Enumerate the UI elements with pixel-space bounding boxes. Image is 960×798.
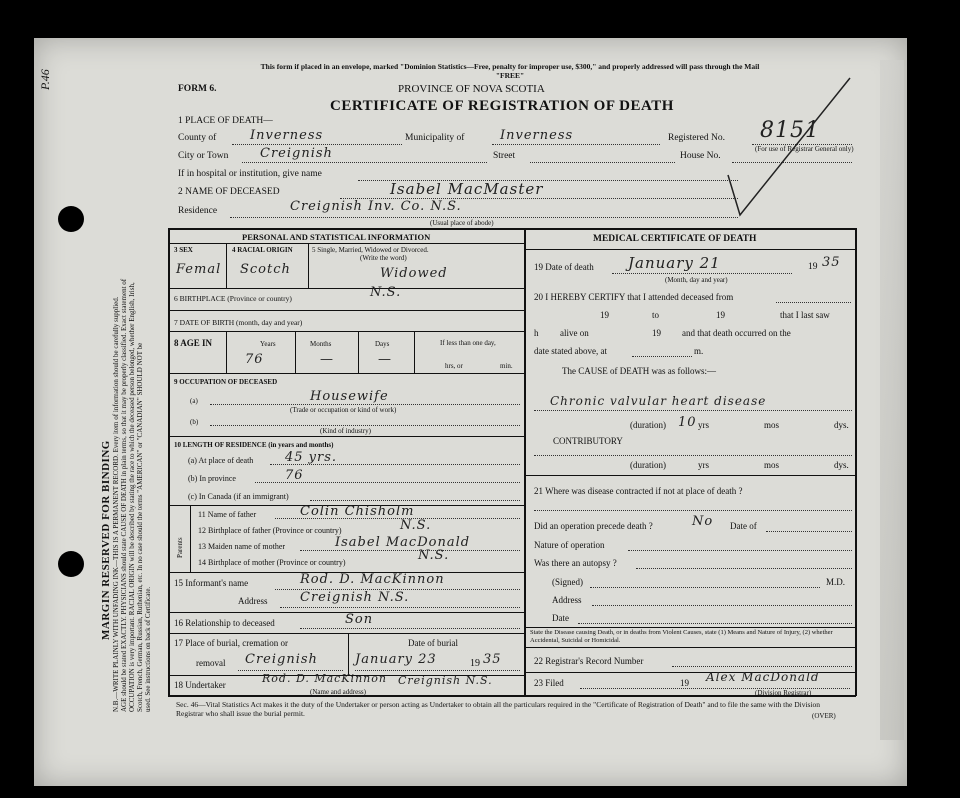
death-year-prefix: 19 bbox=[808, 262, 818, 272]
occupation-label: 9 OCCUPATION OF DECEASED bbox=[174, 378, 278, 386]
footer-over: (OVER) bbox=[812, 712, 836, 720]
parents-label: Parents bbox=[176, 537, 184, 558]
birthplace-value: N.S. bbox=[370, 285, 402, 300]
margin-line-3: OCCUPATION is very important. RACIAL ORIGIN will be described by stating the race to which the deceased person belonged, whether English, Irish, bbox=[128, 282, 136, 712]
residence-value: Creignish Inv. Co. N.S. bbox=[290, 199, 462, 214]
certify-year-1: 19 bbox=[600, 310, 609, 320]
racial-value: Scotch bbox=[240, 262, 291, 277]
footer-text: Sec. 46—Vital Statistics Act makes it the duty of the Undertaker or person acting as Undertaker to obtain all the particulars required in the "Certificate of Registration of Death" and to file the same with the Division Registrar who shall issue the burial permit. bbox=[176, 700, 821, 718]
informant-value: Rod. D. MacKinnon bbox=[300, 572, 445, 587]
death-year-value: 35 bbox=[822, 255, 841, 270]
death-occurred-label: and that death occurred on the bbox=[682, 328, 791, 338]
punch-hole-top bbox=[58, 206, 84, 232]
res-a-value: 45 yrs. bbox=[285, 450, 338, 465]
removal-label: removal bbox=[196, 658, 226, 668]
filed-year: 19 bbox=[680, 678, 689, 688]
res-a-label: (a) At place of death bbox=[188, 456, 254, 465]
trade-note: (Trade or occupation or kind of work) bbox=[290, 406, 397, 414]
months-value: — bbox=[320, 352, 334, 367]
op-date-label: Date of bbox=[730, 521, 757, 531]
margin-line-1: N.B.—WRITE PLAINLY WITH UNFADING INK—THIS IS A PERMANENT RECORD. Every item of information should be carefully supplied. bbox=[112, 296, 120, 712]
res-b-value: 76 bbox=[285, 468, 304, 483]
yrs-label-1: yrs bbox=[698, 420, 709, 430]
relationship-value: Son bbox=[345, 612, 374, 627]
racial-label: 4 RACIAL ORIGIN bbox=[232, 246, 293, 254]
street-label: Street bbox=[493, 151, 516, 161]
date-of-death-label: 19 Date of death bbox=[534, 262, 594, 272]
lessday-label: If less than one day, bbox=[440, 339, 496, 347]
occ-a-value: Housewife bbox=[310, 389, 389, 404]
filed-label: 23 Filed bbox=[534, 678, 564, 688]
med-date-label: Date bbox=[552, 613, 569, 623]
m-label: m. bbox=[694, 346, 704, 356]
margin-line-4: Scotch, French, German, Russian, Ruthenian, etc. In no case should the terms "AMERICAN" or "CANADIAN" SHOULD NOT be bbox=[136, 342, 144, 712]
informant-label: 15 Informant's name bbox=[174, 578, 249, 588]
burial-place-value: Creignish bbox=[245, 652, 318, 667]
medical-header: MEDICAL CERTIFICATE OF DEATH bbox=[593, 234, 757, 244]
years-label: Years bbox=[260, 340, 276, 348]
years-value: 76 bbox=[245, 352, 264, 367]
burial-year-prefix: 19 bbox=[470, 658, 480, 669]
county-label: County of bbox=[178, 133, 217, 143]
abode-note: (Usual place of abode) bbox=[430, 219, 494, 227]
bleed-through-stamp bbox=[880, 60, 904, 740]
mother-label: 13 Maiden name of mother bbox=[198, 542, 286, 551]
municipality-label: Municipality of bbox=[405, 133, 465, 143]
city-label: City or Town bbox=[178, 151, 229, 161]
date-of-death-value: January 21 bbox=[628, 254, 721, 272]
margin-line-5: used. See instructions on back of Certificate. bbox=[144, 586, 152, 712]
duration-label-1: (duration) bbox=[630, 420, 666, 430]
md-label: M.D. bbox=[826, 577, 846, 587]
registrar-check-mark bbox=[720, 70, 860, 230]
registered-label: Registered No. bbox=[668, 133, 725, 143]
undertaker-name-note: (Name and address) bbox=[310, 688, 366, 696]
contributory-label: CONTRIBUTORY bbox=[553, 436, 623, 446]
informant-address-label: Address bbox=[238, 596, 268, 606]
margin-heading: MARGIN RESERVED FOR BINDING bbox=[100, 440, 112, 640]
industry-note: (Kind of industry) bbox=[320, 427, 371, 435]
father-label: 11 Name of father bbox=[198, 510, 257, 519]
hospital-label: If in hospital or institution, give name bbox=[178, 169, 322, 179]
house-label: House No. bbox=[680, 151, 721, 161]
burial-label: 17 Place of burial, cremation or bbox=[174, 638, 288, 648]
margin-line-2: AGE should be stated EXACTLY. PHYSICIANS should state CAUSE OF DEATH in plain terms, so that it may be properly classified. Exact statement of bbox=[120, 278, 128, 712]
marital-value: Widowed bbox=[380, 266, 448, 281]
father-value: Colin Chisholm bbox=[300, 504, 415, 519]
mos-label-1: mos bbox=[764, 420, 780, 430]
informant-address-value: Creignish N.S. bbox=[300, 590, 410, 605]
name-of-deceased-label: 2 NAME OF DECEASED bbox=[178, 187, 280, 197]
operation-value: No bbox=[692, 514, 714, 529]
name-of-deceased-value: Isabel MacMaster bbox=[390, 180, 544, 198]
mail-notice: This form if placed in an envelope, marked "Dominion Statistics—Free, penalty for improper use, $300," and properly addressed will pass through the Mail "FREE" bbox=[260, 62, 760, 80]
duration-value: 10 bbox=[678, 415, 697, 430]
dys-label-2: dys. bbox=[834, 460, 849, 470]
nature-label: Nature of operation bbox=[534, 540, 605, 550]
lastsaw-label: that I last saw bbox=[780, 310, 830, 320]
res-b-label: (b) In province bbox=[188, 474, 236, 483]
punch-hole-bottom bbox=[58, 551, 84, 577]
undertaker-value: Rod. D. MacKinnon bbox=[262, 672, 387, 685]
division-registrar-note: (Division Registrar) bbox=[755, 689, 812, 697]
date-burial-value: January 23 bbox=[355, 652, 437, 667]
certify-year-2: 19 bbox=[716, 310, 725, 320]
date-hint: (Month, day and year) bbox=[665, 276, 728, 284]
marital-hint: (Write the word) bbox=[360, 254, 407, 262]
county-value: Inverness bbox=[250, 128, 324, 143]
marital-label: 5 Single, Married, Widowed or Divorced. bbox=[312, 246, 429, 254]
autopsy-label: Was there an autopsy ? bbox=[534, 558, 617, 568]
personal-header: PERSONAL AND STATISTICAL INFORMATION bbox=[242, 232, 431, 242]
months-label: Months bbox=[310, 340, 332, 348]
mother-bp-label: 14 Birthplace of mother (Province or country) bbox=[198, 558, 346, 567]
sex-value: Femal bbox=[176, 262, 222, 277]
mother-value: Isabel MacDonald bbox=[335, 535, 471, 550]
sex-label: 3 SEX bbox=[174, 246, 193, 254]
form-number: FORM 6. bbox=[178, 84, 217, 94]
med-address-label: Address bbox=[552, 595, 582, 605]
certify-to: to bbox=[652, 310, 660, 320]
undertaker-address-value: Creignish N.S. bbox=[398, 674, 493, 687]
certify-label: 20 I HEREBY CERTIFY that I attended deceased from bbox=[534, 292, 734, 302]
medical-footnote: State the Disease causing Death, or in deaths from Violent Causes, state (1) Means and Nature of Injury, (2) whether Accidental, Suicidal or Homicidal. bbox=[530, 629, 833, 644]
min-label: min. bbox=[500, 362, 513, 370]
days-value: — bbox=[378, 352, 392, 367]
registered-value: 8151 bbox=[760, 118, 820, 143]
cause-label: The CAUSE of DEATH was as follows:— bbox=[562, 366, 716, 376]
hrs-label: hrs, or bbox=[445, 362, 463, 370]
dys-label-1: dys. bbox=[834, 420, 849, 430]
occ-a-label: (a) bbox=[190, 397, 198, 405]
undertaker-label: 18 Undertaker bbox=[174, 680, 226, 690]
municipality-value: Inverness bbox=[500, 128, 574, 143]
place-of-death-heading: 1 PLACE OF DEATH— bbox=[178, 116, 273, 126]
birthplace-label: 6 BIRTHPLACE (Province or country) bbox=[174, 294, 292, 303]
burial-year-value: 35 bbox=[483, 652, 502, 667]
filed-registrar-value: Alex MacDonald bbox=[706, 670, 820, 684]
alive-year: 19 bbox=[652, 328, 661, 338]
date-burial-label: Date of burial bbox=[408, 638, 458, 648]
father-bp-value: N.S. bbox=[400, 518, 432, 533]
alive-on-label: alive on bbox=[560, 328, 589, 338]
age-label: 8 AGE IN bbox=[174, 338, 213, 348]
certificate-title: CERTIFICATE OF REGISTRATION OF DEATH bbox=[330, 98, 674, 114]
residence-length-label: 10 LENGTH OF RESIDENCE (in years and months) bbox=[174, 441, 334, 449]
province-heading: PROVINCE OF NOVA SCOTIA bbox=[398, 83, 545, 95]
city-value: Creignish bbox=[260, 146, 333, 161]
operation-label: Did an operation precede death ? bbox=[534, 521, 653, 531]
h-alive-label: h bbox=[534, 328, 539, 338]
yrs-label-2: yrs bbox=[698, 460, 709, 470]
duration-label-2: (duration) bbox=[630, 460, 666, 470]
relationship-label: 16 Relationship to deceased bbox=[174, 618, 275, 628]
q21-label: 21 Where was disease contracted if not at place of death ? bbox=[534, 486, 743, 496]
corner-note: P.46 bbox=[38, 69, 52, 90]
date-above-label: date stated above, at bbox=[534, 346, 607, 356]
record-number-label: 22 Registrar's Record Number bbox=[534, 656, 644, 666]
days-label: Days bbox=[375, 340, 390, 348]
registrar-note: (For use of Registrar General only) bbox=[755, 145, 854, 153]
father-bp-label: 12 Birthplace of father (Province or country) bbox=[198, 526, 342, 535]
cause-value: Chronic valvular heart disease bbox=[550, 394, 767, 408]
occ-b-label: (b) bbox=[190, 418, 199, 426]
mos-label-2: mos bbox=[764, 460, 780, 470]
residence-label: Residence bbox=[178, 206, 218, 216]
dob-label: 7 DATE OF BIRTH (month, day and year) bbox=[174, 318, 303, 327]
res-c-label: (c) In Canada (if an immigrant) bbox=[188, 492, 289, 501]
mother-bp-value: N.S. bbox=[418, 548, 450, 563]
signed-label: (Signed) bbox=[552, 577, 583, 587]
